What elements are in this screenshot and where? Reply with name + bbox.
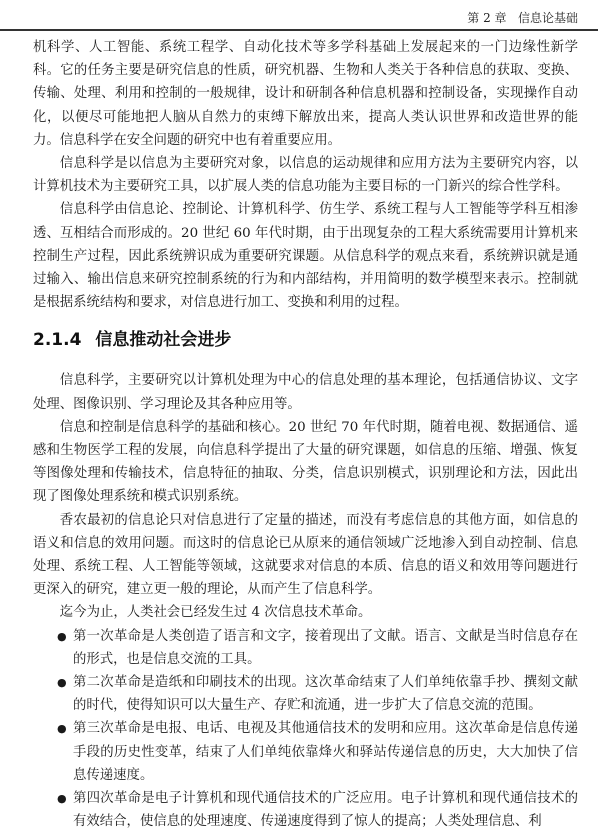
paragraph: 信息和控制是信息科学的基础和核心。20 世纪 70 年代时期，随着电视、数据通信、遥感和生物医学工程的发展，向信息科学提出了大量的研究课题，如信息的压缩、增强、恢复等图像处理和传输技术，信息特征的抽取、分类，信息识别模式，识别理论和方法，因此出现了图像处理系统和模式识别系统。 — [33, 419, 578, 505]
paragraph-continued: 机科学、人工智能、系统工程学、自动化技术等多学科基础上发展起来的一门边缘性新学科。它的任务主要是研究信息的性质，研究机器、生物和人类关于各种信息的获取、变换、传输、处理、利用和控制的一般规律，设计和研制各种信息机器和控制设备，实现操作自动化，以便尽可能地把人脑从自然力的束缚下解放出来，提高人类认识世界和改造世界的能力。信息科学在安全问题的研究中也有着重要应用。 — [33, 40, 578, 148]
header-text — [467, 9, 578, 26]
list-item-text: 第四次革命是电子计算机和现代通信技术的广泛应用。电子计算机和现代通信技术的有效结合，使信息的处理速度、传递速度得到了惊人的提高；人类处理信息、利 — [73, 791, 578, 830]
list-item — [33, 625, 578, 671]
list-item — [33, 787, 578, 833]
list-item — [33, 717, 578, 787]
section-number: 2.1.4 — [33, 330, 82, 351]
paragraph: 迄今为止，人类社会已经发生过 4 次信息技术革命。 — [59, 605, 372, 621]
section-heading — [33, 328, 578, 352]
list-item-text: 第一次革命是人类创造了语言和文字，接着现出了文献。语言、文献是当时信息存在的形式，也是信息交流的工具。 — [73, 628, 578, 667]
paragraph: 香农最初的信息论只对信息进行了定量的描述，而没有考虑信息的其他方面，如信息的语义和信息的效用问题。而这时的信息论已从原来的通信领域广泛地渗入到自动控制、信息处理、系统工程、人工智能等领域，这就要求对信息的本质、信息的语义和效用等问题进行更深入的研究，建立更一般的理论，从而产生了信息科学。 — [33, 512, 578, 598]
bullet-icon: ● — [57, 792, 67, 806]
header-rule — [0, 29, 598, 31]
bullet-icon: ● — [57, 676, 67, 690]
paragraph: 信息科学是以信息为主要研究对象，以信息的运动规律和应用方法为主要研究内容，以计算机技术为主要研究工具，以扩展人类的信息功能为主要目标的一门新兴的综合性学科。 — [33, 156, 578, 195]
bullet-icon: ● — [57, 629, 67, 643]
running-header — [0, 0, 598, 30]
paragraph: 信息科学由信息论、控制论、计算机科学、仿生学、系统工程与人工智能等学科互相渗透、互相结合而形成的。20 世纪 60 年代时期，由于出现复杂的工程大系统需要用计算机来控制生产过程，因此系统辨识成为重要研究课题。从信息科学的观点来看，系统辨识就是通过输入、输出信息来研究控制系统的行为和内部结构，并用简明的数学模型来表示。控制就是根据系统结构和要求，对信息进行加工、变换和利用的过程。 — [33, 202, 578, 311]
body-text — [33, 36, 578, 834]
bullet-list — [33, 625, 578, 834]
section-title: 信息推动社会进步 — [95, 330, 232, 351]
header-chapter: 第 2 章 — [467, 11, 507, 25]
bullet-icon: ● — [57, 722, 67, 736]
paragraph: 信息科学，主要研究以计算机处理为中心的信息处理的基本理论，包括通信协议、文字处理、图像识别、学习理论及其各种应用等。 — [33, 373, 578, 412]
header-title: 信息论基础 — [517, 11, 578, 25]
list-item-text: 第二次革命是造纸和印刷技术的出现。这次革命结束了人们单纯依靠手抄、撰刻文献的时代，使得知识可以大量生产、存贮和流通，进一步扩大了信息交流的范围。 — [73, 675, 578, 714]
list-item-text: 第三次革命是电报、电话、电视及其他通信技术的发明和应用。这次革命是信息传递手段的历史性变革，结束了人们单纯依靠烽火和驿站传递信息的历史，大大加快了信息传递速度。 — [73, 721, 578, 783]
list-item — [33, 671, 578, 717]
